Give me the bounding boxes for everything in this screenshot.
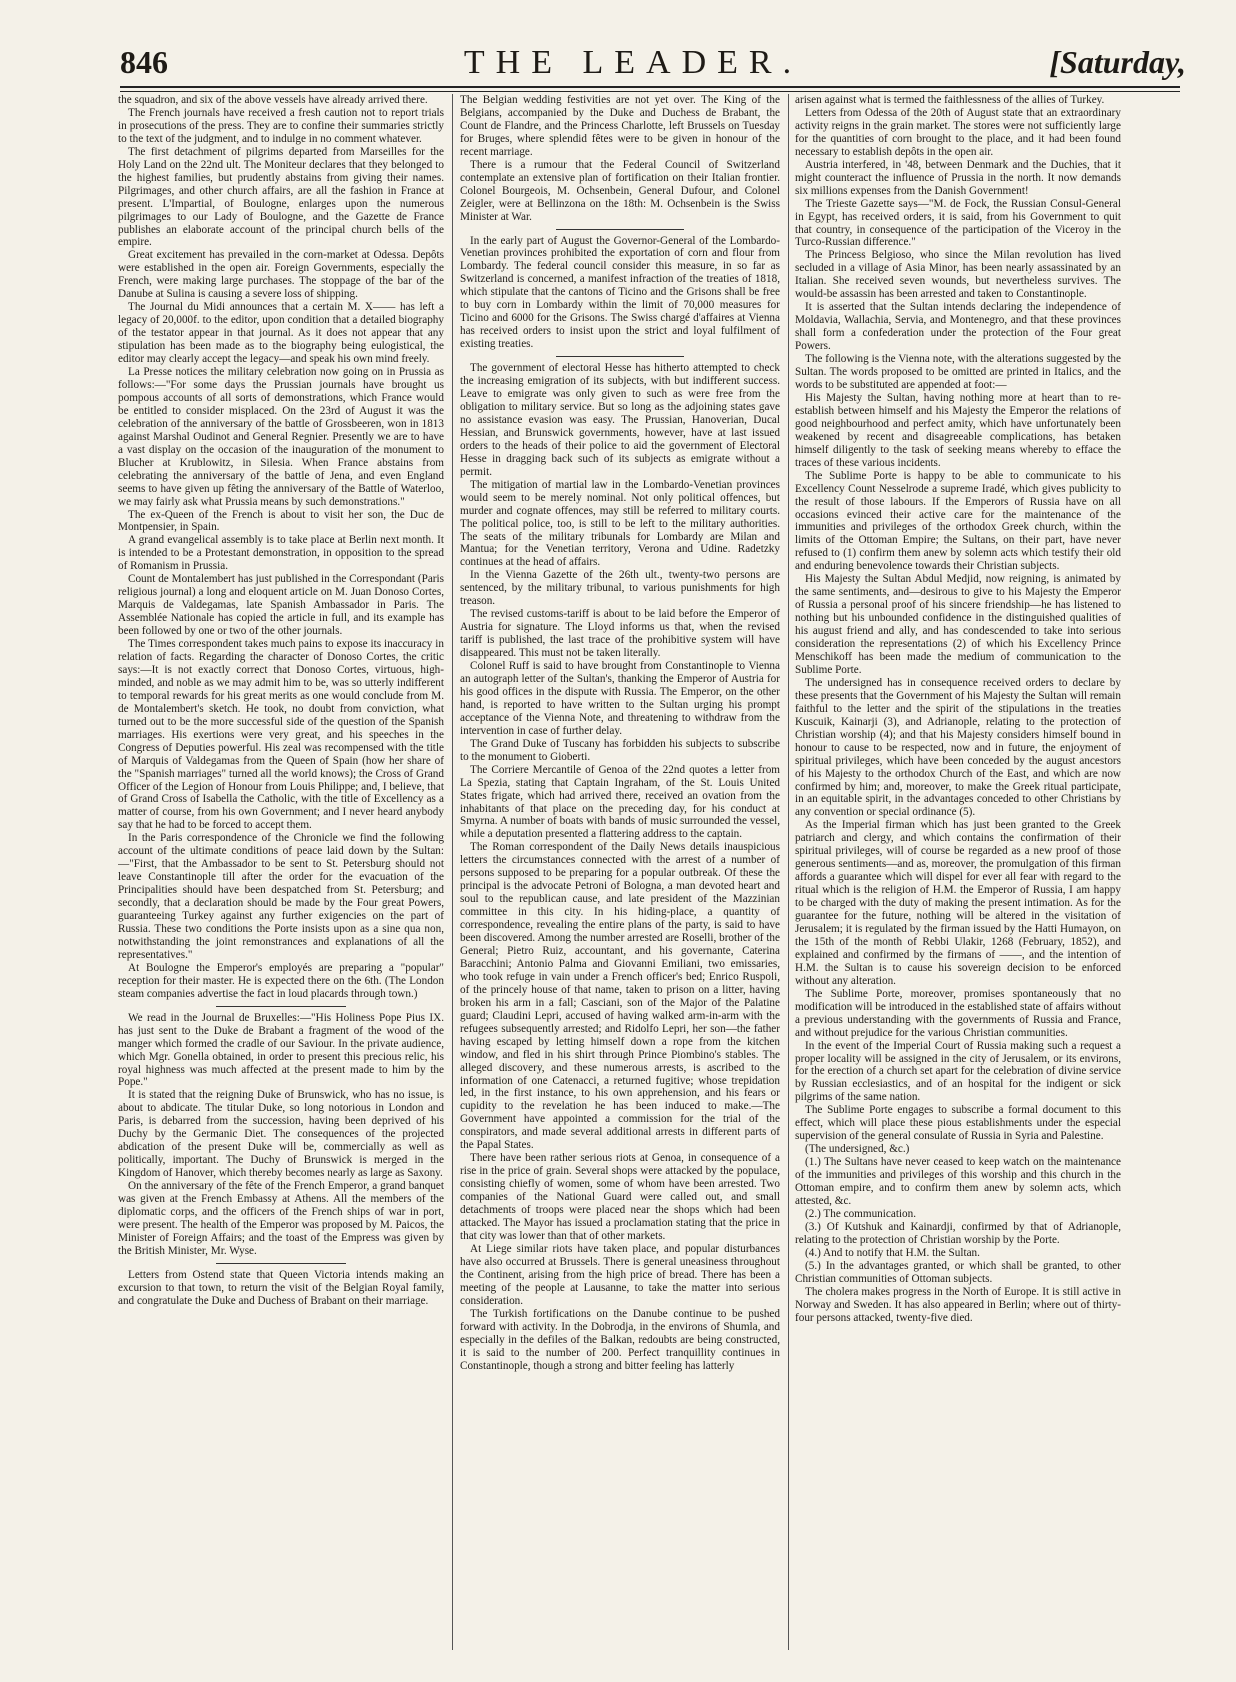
article-paragraph: In the Vienna Gazette of the 26th ult., twenty-two persons are sentenced, by the military tribunal, to various punishments for high treason. — [460, 569, 780, 608]
article-paragraph: As the Imperial firman which has just been granted to the Greek patriarch and clergy, and which contains the confirmation of their spiritual privileges, will of course be regarded as a new proof of those generous sentiments—and as, moreover, the promulgation of this firman affords a guarantee which will dispel for ever all fear with regard to the ritual which is the religion of H.M. the Emperor of Russia, I am happy to be charged with the duty of making the present intimation. As for the guarantee for the future, nothing will be altered in the visitation of Jerusalem; it is regulated by the firman issued by the Hatti Humayon, on the 15th of the month of Rebbi Ulakir, 1268 (February, 1852), and explained and confirmed by the firmans of ——, and the intention of H.M. the Sultan is to cause his sovereign decision to be enforced without any alteration. — [795, 819, 1121, 987]
article-paragraph: The Times correspondent takes much pains to expose its inaccuracy in relation of facts. Regarding the character of Donoso Cortes, the critic says:—It is not exactly correct that Donoso Cortes, virtuous, high-minded, and noble as we may admit him to be, was so utterly indifferent to temporal rewards for his great merits as one would conclude from M. de Montalembert's sketch. He took, no doubt from conviction, what turned out to be the more successful side of the question of the Spanish marriages. His exertions were very great, and his speeches in the Congress of Deputies powerful. His zeal was recompensed with the title of Marquis of Valdegamas from the Queen of Spain (how her share of the "Spanish marriages" turned all the world knows); the Cross of Grand Officer of the Legion of Honour from Louis Philippe; and, I believe, that of Grand Cross of Isabella the Catholic, with the title of Excellency as a matter of course, from his own Government; and I never heard anybody say that he had to be forced to accept them. — [118, 638, 444, 832]
article-paragraph: The cholera makes progress in the North of Europe. It is still active in Norway and Sweden. It has also appeared in Berlin; where out of thirty-four persons attacked, twenty-five died. — [795, 1285, 1121, 1324]
article-paragraph: The Journal du Midi announces that a certain M. X—— has left a legacy of 20,000f. to the editor, upon condition that a detailed biography of the testator appear in that journal. As it does not appear that any stipulation has been made as to the biography being eulogistical, the editor may clearly accept the legacy—and speak his own mind freely. — [118, 301, 444, 366]
article-paragraph: (1.) The Sultans have never ceased to keep watch on the maintenance of the immunities and privileges of this worship and this church in the Ottoman empire, and to confirm them anew by solemn acts, which attested, &c. — [795, 1156, 1121, 1208]
article-paragraph: (3.) Of Kutshuk and Kainardji, confirmed by that of Adrianople, relating to the protection of Christian worship by the Porte. — [795, 1220, 1121, 1246]
section-divider — [216, 1263, 346, 1264]
article-paragraph: The Corriere Mercantile of Genoa of the 22nd quotes a letter from La Spezia, stating that Captain Ingraham, of the St. Louis United States frigate, which had arrived there, received an ovation from the inhabitants of that place on the preceding day, for his conduct at Smyrna. A number of boats with bands of music surrounded the vessel, while a deputation presented a flattering address to the captain. — [460, 763, 780, 841]
masthead — [108, 40, 1186, 84]
article-paragraph: On the anniversary of the fête of the French Emperor, a grand banquet was given at the French Embassy at Athens. All the members of the diplomatic corps, and the officers of the French ships of war in port, were present. The health of the Emperor was proposed by M. Paicos, the Minister of Foreign Affairs; and the toast of the Empress was given by the British Minister, Mr. Wyse. — [118, 1180, 444, 1257]
masthead-rule — [120, 86, 1180, 92]
article-paragraph: The following is the Vienna note, with the alterations suggested by the Sultan. The words proposed to be omitted are printed in Italics, and the words to be substituted are appended at foot:— — [795, 353, 1121, 391]
article-paragraph: Great excitement has prevailed in the corn-market at Odessa. Depôts were established in the open air. Foreign Governments, especially the French, were making large purchases. The stoppage of the bar of the Danube at Sulina is causing a severe loss of shipping. — [118, 249, 444, 301]
issue-day: [Saturday, — [1049, 44, 1186, 80]
article-paragraph: The French journals have received a fresh caution not to report trials in prosecutions of the press. They are to confine their summaries strictly to the text of the judgment, and to indulge in no comment whatever. — [118, 106, 444, 145]
article-paragraph: The Trieste Gazette says—"M. de Fock, the Russian Consul-General in Egypt, has received orders, it is said, from his Government to quit that country, in consequence of the participation of the Viceroy in the Turco-Russian difference." — [795, 197, 1121, 249]
article-paragraph: (2.) The communication. — [805, 1207, 917, 1220]
column-divider — [788, 94, 789, 1650]
article-paragraph: At Boulogne the Emperor's employés are preparing a "popular" reception for their master. He is expected there on the 6th. (The London steam companies advertise the fact in loud placards through town.) — [118, 961, 444, 1000]
article-paragraph: The Sublime Porte engages to subscribe a formal document to this effect, which will place these pious establishments under the especial supervision of the general consulate of Russia in Syria and Palestine. — [795, 1104, 1121, 1143]
article-paragraph: (The undersigned, &c.) — [805, 1143, 910, 1156]
column-divider — [452, 94, 453, 1650]
article-paragraph: The Princess Belgioso, who since the Milan revolution has lived secluded in a village of Asia Minor, has been nearly assassinated by an Italian. She received seven wounds, but nevertheless survives. The would-be assassin has been arrested and taken to Constantinople. — [795, 249, 1121, 301]
article-paragraph: In the early part of August the Governor-General of the Lombardo-Venetian provinces prohibited the exportation of corn and flour from Lombardy. The federal council consider this measure, in so far as Switzerland is concerned, a manifest infraction of the treaties of 1818, which stipulate that the cantons of Ticino and the Grisons shall be free to buy corn in Lombardy within the limit of 70,000 measures for Ticino and 6000 for the Grisons. The Swiss chargé d'affaires at Vienna has received orders to insist upon the strict and loyal fulfilment of existing treaties. — [460, 234, 780, 351]
article-paragraph: At Liege similar riots have taken place, and popular disturbances have also occurred at Brussels. There is general uneasiness throughout the Continent, arising from the high price of bread. There has been a meeting of the people at Lausanne, to take the matter into serious consideration. — [460, 1242, 780, 1307]
article-paragraph: The Sublime Porte, moreover, promises spontaneously that no modification will be introduced in the established state of affairs without a previous understanding with the governments of Russia and France, and without prejudice for the various Christian communities. — [795, 987, 1121, 1039]
article-paragraph: We read in the Journal de Bruxelles:—"His Holiness Pope Pius IX. has just sent to the Duke de Brabant a fragment of the wood of the manger which formed the cradle of our Saviour. In the private audience, which Mgr. Gonella obtained, in order to present this precious relic, his royal highness was much affected at the present made to him by the Pope." — [118, 1011, 444, 1089]
article-paragraph: La Presse notices the military celebration now going on in Prussia as follows:—"For some days the Prussian journals have brought us pompous accounts of all sorts of demonstrations, which France would be entitled to consider misplaced. On the 23rd of August it was the celebration of the anniversary of the battle of Grossbeeren, won in 1813 against Marshal Oudinot and General Regnier. Presently we are to have a vast display on the occasion of the inauguration of the monument to Blucher at Krublowitz, in Silesia. When France abstains from celebrating the anniversary of the battle of Jena, and even England seems to have given up fêting the anniversary of the Battle of Waterloo, we may fairly ask what Prussia means by such demonstrations." — [118, 366, 444, 508]
article-paragraph: The first detachment of pilgrims departed from Marseilles for the Holy Land on the 22nd ult. The Moniteur declares that they belonged to the highest families, but prudently abstains from giving their names. Pilgrimages, and other church affairs, are all the fashion in France at present. L'Impartial, of Boulogne, enlarges upon the numerous pilgrimages to our Lady of Boulogne, and the Gazette de France publishes an elaborate account of the principal church bells of the empire. — [118, 145, 444, 249]
article-paragraph: In the event of the Imperial Court of Russia making such a request a proper locality will be assigned in the city of Jerusalem, or its environs, for the erection of a church set apart for the celebration of divine service by Russian ecclesiastics, and of an hospital for the indigent or sick pilgrims of the same nation. — [795, 1039, 1121, 1104]
newspaper-title: THE LEADER. — [463, 44, 803, 81]
article-paragraph: The government of electoral Hesse has hitherto attempted to check the increasing emigration of its subjects, with but indifferent success. Leave to emigrate was only given to such as were free from the obligation to military service. But so long as the adjoining states gave no assistance evasion was easy. The Prussian, Hanoverian, Ducal Hessian, and Brunswick governments, however, have at last issued orders to the heads of their police to aid the government of Electoral Hesse in dragging back such of its subjects as emigrate without a permit. — [460, 362, 780, 478]
article-paragraph: Letters from Odessa of the 20th of August state that an extraordinary activity reigns in the grain market. The stores were not sufficiently large for the quantities of corn brought to the place, and it had been found necessary to establish depôts in the open air. — [795, 106, 1121, 158]
column-2 — [460, 94, 780, 1654]
article-paragraph: Austria interfered, in '48, between Denmark and the Duchies, that it might counteract the influence of Prussia in the north. It now demands six millions expenses from the Danish Government! — [795, 158, 1121, 197]
article-paragraph: (5.) In the advantages granted, or which shall be granted, to other Christian communities of Ottoman subjects. — [795, 1259, 1121, 1285]
section-divider — [556, 229, 684, 230]
article-paragraph: The Sublime Porte is happy to be able to communicate to his Excellency Count Nesselrode a supreme Iradé, which gives publicity to the result of those labours. If the Emperors of Russia have on all occasions evinced their active care for the maintenance of the immunities and privileges of the orthodox Greek church, within the limits of the Ottoman Empire; the Sultans, on their part, have never refused to (1) confirm them anew by solemn acts which testify their old and enduring benevolence towards their Christian subjects. — [795, 469, 1121, 573]
article-paragraph: The mitigation of martial law in the Lombardo-Venetian provinces would seem to be merely nominal. Not only political offences, but murder and cognate offences, may still be referred to military courts. The political police, too, is still to be left to the military authorities. The seats of the military tribunals for Lombardy are Milan and Mantua; for the Venetian territory, Verona and Udine. Radetzky continues at the head of affairs. — [460, 478, 780, 569]
section-divider — [556, 356, 684, 357]
section-divider — [216, 1006, 346, 1007]
article-paragraph: There is a rumour that the Federal Council of Switzerland contemplate an extensive plan of fortification on their Italian frontier. Colonel Bourgeois, M. Ochsenbein, General Dufour, and Colonel Zeigler, were at Bellinzona on the 18th: M. Ochsenbein is the Swiss Minister at War. — [460, 158, 780, 223]
article-paragraph: The Belgian wedding festivities are not yet over. The King of the Belgians, accompanied by the Duke and Duchess de Brabant, the Count de Flandre, and the Princess Charlotte, left Brussels on Tuesday for Bruges, where splendid fêtes were to be given in honour of the recent marriage. — [460, 94, 780, 158]
article-paragraph: The revised customs-tariff is about to be laid before the Emperor of Austria for signature. The Lloyd informs us that, when the revised tariff is published, the last trace of the prohibitive system will have disappeared. This must not be taken literally. — [460, 608, 780, 660]
article-paragraph: Colonel Ruff is said to have brought from Constantinople to Vienna an autograph letter of the Sultan's, thanking the Emperor of Austria for his good offices in the dispute with Russia. The Emperor, on the other hand, is reported to have written to the Sultan urging his prompt acceptance of the Vienna Note, and threatening to withdraw from the intervention in case of further delay. — [460, 660, 780, 737]
article-paragraph: There have been rather serious riots at Genoa, in consequence of a rise in the price of grain. Several shops were attacked by the populace, consisting chiefly of women, some of whom have been arrested. Two companies of the National Guard were called out, and small detachments of troops were placed near the shops which had been attacked. The Mayor has issued a proclamation stating that the price in that city was lower than that of other markets. — [460, 1152, 780, 1242]
article-paragraph: A grand evangelical assembly is to take place at Berlin next month. It is intended to be a Protestant demonstration, in opposition to the spread of Romanism in Prussia. — [118, 534, 444, 573]
article-paragraph: It is asserted that the Sultan intends declaring the independence of Moldavia, Wallachia, Servia, and Montenegro, and that these provinces shall form a confederation under the protection of the Four great Powers. — [795, 301, 1121, 353]
article-paragraph: (4.) And to notify that H.M. the Sultan. — [805, 1246, 980, 1259]
article-paragraph: The undersigned has in consequence received orders to declare by these presents that the Government of his Majesty the Sultan will remain faithful to the letter and the spirit of the stipulations in the treaties Kuscuik, Kainarji (3), and Adrianople, relating to the protection of Christian worship (4); and that his Majesty considers himself bound in honour to cause to be respected, now and in future, the enjoyment of spiritual privileges, which have been conceded by the august ancestors of his Majesty to the orthodox Church of the East, and which are now confirmed by him; and, moreover, to make the Greek ritual participate, in an equitable spirit, in the advantages conceded to other Christians by any convention or special ordinance (5). — [795, 676, 1121, 819]
article-paragraph: The Roman correspondent of the Daily News details inauspicious letters the circumstances connected with the arrest of a number of persons supposed to be preparing for a popular outbreak. Of these the principal is the advocate Petroni of Bologna, a man devoted heart and soul to the republican cause, and late president of the Mazzinian committee in this city. In his hiding-place, a quantity of correspondence, revealing the entire plans of the party, is said to have been discovered. Among the number arrested are Roselli, brother of the General; Pietro Ruiz, accountant, and his governante, Caterina Baracchini; Antonio Palma and Giovanni Emiliani, two emissaries, who took refuge in vain under a French officer's bed; Enrico Ruspoli, of the princely house of that name, taken to prison on a litter, having broken his arm in a fall; Casciani, son of the Major of the Palatine guard; Claudini Lepri, accused of having walked arm-in-arm with the refugees subsequently arrested; and Ridolfo Lepri, her son—the father having escaped by letting himself down a rope from the kitchen window, and fled in his shirt through Prince Piombino's stables. The alleged discovery, and these numerous arrests, is ascribed to the information of one Catenacci, a returned fugitive; whose trepidation led, in the first instance, to his own apprehension, and his fears or cupidity to the revelation he has been induced to make.—The Government have appointed a commission for the trial of the conspirators, and made several additional arrests in different parts of the Papal States. — [460, 841, 780, 1152]
column-3 — [795, 94, 1121, 1654]
article-paragraph: His Majesty the Sultan, having nothing more at heart than to re-establish between himself and his Majesty the Emperor the relations of good neighbourhood and perfect amity, which have unfortunately been weakened by recent and disagreeable complications, has betaken himself diligently to the task of seeking means whereby to efface the traces of these various incidents. — [795, 391, 1121, 469]
article-paragraph: The Grand Duke of Tuscany has forbidden his subjects to subscribe to the monument to Gioberti. — [460, 737, 780, 763]
article-paragraph: Letters from Ostend state that Queen Victoria intends making an excursion to that town, to return the visit of the Belgian Royal family, and congratulate the Duke and Duchess of Brabant on their marriage. — [118, 1268, 444, 1307]
article-paragraph: the squadron, and six of the above vessels have already arrived there. — [118, 94, 428, 106]
article-paragraph: It is stated that the reigning Duke of Brunswick, who has no issue, is about to abdicate. The titular Duke, so long notorious in London and Paris, is debarred from the succession, having been deprived of his Duchy by the Germanic Diet. The consequences of the projected abdication of the present Duke will be, commercially as well as politically, important. The Duchy of Brunswick is merged in the Kingdom of Hanover, which thereby becomes nearly as large as Saxony. — [118, 1089, 444, 1180]
article-paragraph: His Majesty the Sultan Abdul Medjid, now reigning, is animated by the same sentiments, and—desirous to give to his Majesty the Emperor of Russia a personal proof of his sincere friendship—he has listened to nothing but his unbounded confidence in the distinguished qualities of his august friend and ally, and has condescended to take into serious consideration the representations (2) of which his Excellency Prince Menschikoff has been made the medium of communication to the Sublime Porte. — [795, 573, 1121, 676]
article-paragraph: In the Paris correspondence of the Chronicle we find the following account of the ultimate conditions of peace laid down by the Sultan:—"First, that the Ambassador to be sent to St. Petersburg should not leave Constantinople till after the order for the evacuation of the Principalities should have been despatched from St. Petersburg; and secondly, that a declaration should be made by the Four great Powers, guaranteeing Turkey against any further exigencies on the part of Russia. These two conditions the Porte insists upon as a sine qua non, notwithstanding the joint remonstrances and explanations of all the representatives." — [118, 832, 444, 961]
article-paragraph: Count de Montalembert has just published in the Correspondant (Paris religious journal) a long and eloquent article on M. Juan Donoso Cortes, Marquis de Valdegamas, late Spanish Ambassador in Paris. The Assemblée Nationale has copied the article in full, and its example has been followed by one or two of the other journals. — [118, 573, 444, 638]
article-paragraph: The Turkish fortifications on the Danube continue to be pushed forward with activity. In the Dobrodja, in the environs of Shumla, and especially in the defiles of the Balkan, redoubts are being constructed, it is said to the number of 200. Perfect tranquillity continues in Constantinople, though a strong and bitter feeling has latterly — [460, 1307, 780, 1372]
column-1 — [118, 94, 444, 1654]
page-number: 846 — [120, 44, 168, 80]
article-paragraph: arisen against what is termed the faithlessness of the allies of Turkey. — [795, 94, 1105, 106]
article-paragraph: The ex-Queen of the French is about to visit her son, the Duc de Montpensier, in Spain. — [118, 508, 444, 534]
